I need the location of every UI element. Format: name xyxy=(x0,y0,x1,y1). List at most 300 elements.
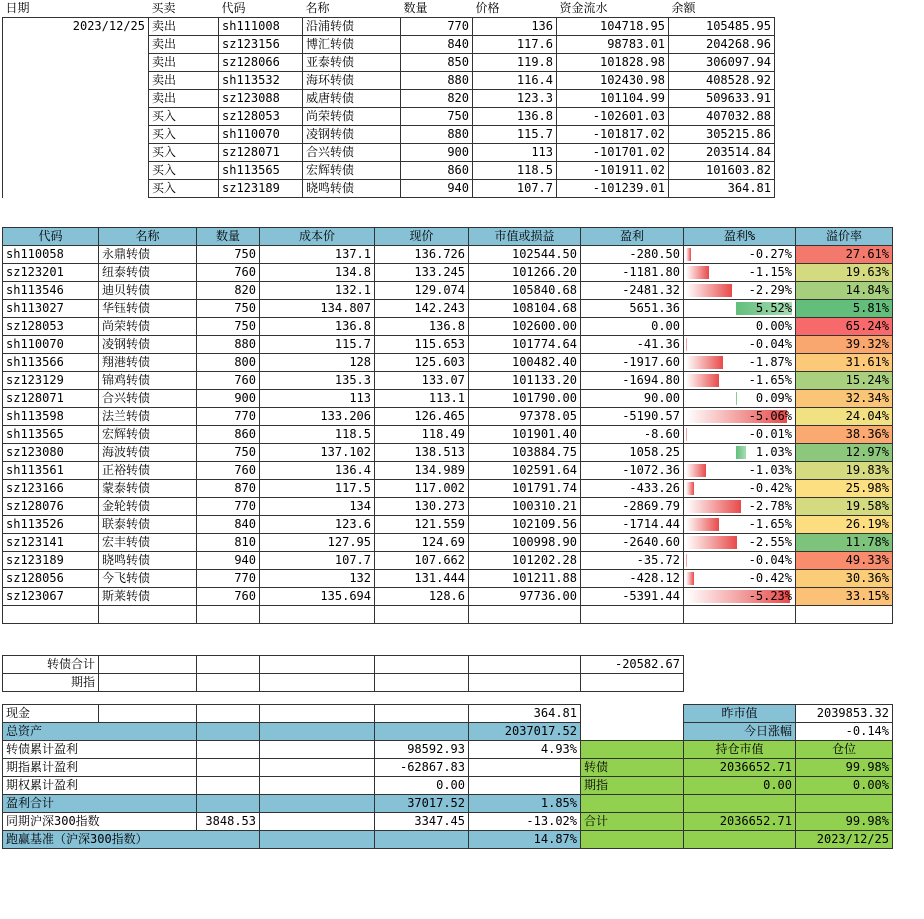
holding-qty: 750 xyxy=(197,246,260,264)
trades-header-cell: 资金流水 xyxy=(557,0,669,18)
holding-premium: 33.15% xyxy=(796,588,893,606)
holding-code: sh110058 xyxy=(3,246,99,264)
holding-plpct xyxy=(684,336,796,354)
profit-data-bar xyxy=(686,464,706,477)
trade-cell: 买入 xyxy=(149,126,219,144)
holding-name: 合兴转债 xyxy=(99,390,197,408)
holding-plpct xyxy=(684,462,796,480)
trade-row xyxy=(3,144,775,162)
holding-plpct xyxy=(684,282,796,300)
holding-name: 尚荣转债 xyxy=(99,318,197,336)
holding-cost: 118.5 xyxy=(260,426,375,444)
holding-cost: 134.8 xyxy=(260,264,375,282)
trade-cell: 尚荣转债 xyxy=(303,108,401,126)
holding-price: 126.465 xyxy=(375,408,469,426)
holding-qty: 750 xyxy=(197,300,260,318)
trade-cell: 204268.96 xyxy=(669,36,775,54)
sum-pos: 99.98% xyxy=(796,813,893,831)
holding-mv: 102109.56 xyxy=(469,516,581,534)
holding-mv: 101901.40 xyxy=(469,426,581,444)
trade-cell: 880 xyxy=(401,72,473,90)
trade-cell: sz128066 xyxy=(219,54,303,72)
cash-value: 364.81 xyxy=(469,705,581,723)
trade-date xyxy=(3,90,149,108)
holding-price: 107.662 xyxy=(375,552,469,570)
holding-cost: 132.1 xyxy=(260,282,375,300)
holding-row xyxy=(3,516,893,534)
holdings-header-cell: 现价 xyxy=(375,228,469,246)
holding-plpct xyxy=(684,354,796,372)
holding-plpct-text: -1.87% xyxy=(748,355,792,369)
holding-mv: 108104.68 xyxy=(469,300,581,318)
holding-plpct xyxy=(684,552,796,570)
profit-data-bar xyxy=(736,446,746,459)
pos-label: 仓位 xyxy=(796,741,893,759)
holding-premium: 31.61% xyxy=(796,354,893,372)
holding-code: sz123166 xyxy=(3,480,99,498)
holding-qty: 760 xyxy=(197,264,260,282)
trade-cell: 海环转债 xyxy=(303,72,401,90)
profit-data-bar xyxy=(686,572,694,585)
holding-plpct xyxy=(684,264,796,282)
holding-price: 130.273 xyxy=(375,498,469,516)
holding-qty: 940 xyxy=(197,552,260,570)
holding-qty: 760 xyxy=(197,588,260,606)
profit-data-bar xyxy=(686,284,732,297)
holding-row xyxy=(3,408,893,426)
holding-empty-row xyxy=(3,606,893,624)
hs300-now: 3347.45 xyxy=(375,813,469,831)
holding-cost: 127.95 xyxy=(260,534,375,552)
profit-data-bar xyxy=(686,374,719,387)
holding-premium: 65.24% xyxy=(796,318,893,336)
holding-qty: 870 xyxy=(197,480,260,498)
trade-cell: 卖出 xyxy=(149,54,219,72)
holding-row xyxy=(3,246,893,264)
holding-code: sh113598 xyxy=(3,408,99,426)
holding-cost: 123.6 xyxy=(260,516,375,534)
trades-header-cell: 数量 xyxy=(401,0,473,18)
trade-date xyxy=(3,162,149,180)
trade-cell: sz123189 xyxy=(219,180,303,198)
holding-plpct-text: 1.03% xyxy=(755,445,792,459)
trade-cell: 850 xyxy=(401,54,473,72)
holding-premium: 38.36% xyxy=(796,426,893,444)
cb-pos-mv: 2036652.71 xyxy=(684,759,796,777)
prev-mv-value: 2039853.32 xyxy=(796,705,893,723)
trade-date xyxy=(3,108,149,126)
holding-code: sz128071 xyxy=(3,390,99,408)
holdings-header-cell: 成本价 xyxy=(260,228,375,246)
trade-cell: 203514.84 xyxy=(669,144,775,162)
holding-plpct-text: -1.03% xyxy=(748,463,792,477)
holding-name: 蒙泰转债 xyxy=(99,480,197,498)
trade-date xyxy=(3,144,149,162)
holding-row xyxy=(3,264,893,282)
holding-price: 118.49 xyxy=(375,426,469,444)
holding-plpct xyxy=(684,426,796,444)
holding-code: sz128056 xyxy=(3,570,99,588)
holding-price: 125.603 xyxy=(375,354,469,372)
trade-cell: 买入 xyxy=(149,180,219,198)
trade-cell: 102430.98 xyxy=(557,72,669,90)
pl-total-label: 盈利合计 xyxy=(3,795,197,813)
trade-cell: 408528.92 xyxy=(669,72,775,90)
holding-row xyxy=(3,354,893,372)
holding-premium: 49.33% xyxy=(796,552,893,570)
holding-premium: 14.84% xyxy=(796,282,893,300)
trade-date: 2023/12/25 xyxy=(3,18,149,36)
trade-cell: -101701.02 xyxy=(557,144,669,162)
holding-row xyxy=(3,480,893,498)
holding-cost: 133.206 xyxy=(260,408,375,426)
holding-plpct xyxy=(684,516,796,534)
holdings-header-cell: 溢价率 xyxy=(796,228,893,246)
trades-header-cell: 余额 xyxy=(669,0,775,18)
holding-cost: 113 xyxy=(260,390,375,408)
total-assets-label: 总资产 xyxy=(3,723,197,741)
trade-cell: 136 xyxy=(473,18,557,36)
trades-table xyxy=(2,0,775,198)
holding-price: 121.559 xyxy=(375,516,469,534)
trade-cell: sz123156 xyxy=(219,36,303,54)
holding-row xyxy=(3,498,893,516)
cash-label: 现金 xyxy=(3,705,99,723)
holding-plpct xyxy=(684,390,796,408)
profit-data-bar xyxy=(686,536,737,549)
profit-data-bar xyxy=(686,518,719,531)
trade-cell: 卖出 xyxy=(149,90,219,108)
holding-price: 131.444 xyxy=(375,570,469,588)
holding-code: sz123067 xyxy=(3,588,99,606)
holding-premium: 24.04% xyxy=(796,408,893,426)
holding-pl: 1058.25 xyxy=(581,444,684,462)
holding-code: sz123129 xyxy=(3,372,99,390)
trade-date xyxy=(3,36,149,54)
holding-price: 128.6 xyxy=(375,588,469,606)
holding-mv: 105840.68 xyxy=(469,282,581,300)
holding-mv: 101211.88 xyxy=(469,570,581,588)
fut-cum-label: 期指累计盈利 xyxy=(3,759,197,777)
sum-label: 合计 xyxy=(581,813,684,831)
trade-cell: 合兴转债 xyxy=(303,144,401,162)
cb-total-label: 转债合计 xyxy=(3,656,99,674)
cb-cum-pct: 4.93% xyxy=(469,741,581,759)
holding-mv: 102544.50 xyxy=(469,246,581,264)
trade-cell: 940 xyxy=(401,180,473,198)
holding-premium: 39.32% xyxy=(796,336,893,354)
holding-code: sh110070 xyxy=(3,336,99,354)
holding-qty: 880 xyxy=(197,336,260,354)
holding-pl: -1181.80 xyxy=(581,264,684,282)
holding-premium: 26.19% xyxy=(796,516,893,534)
holding-name: 正裕转债 xyxy=(99,462,197,480)
trade-cell: 305215.86 xyxy=(669,126,775,144)
holding-pl: -41.36 xyxy=(581,336,684,354)
trade-cell: 104718.95 xyxy=(557,18,669,36)
cb-cum-value: 98592.93 xyxy=(375,741,469,759)
holding-pl: 0.00 xyxy=(581,318,684,336)
holding-code: sz123080 xyxy=(3,444,99,462)
holdings-header-cell: 数量 xyxy=(197,228,260,246)
holding-name: 纽泰转债 xyxy=(99,264,197,282)
fut-cum-value: -62867.83 xyxy=(375,759,469,777)
holding-mv: 101133.20 xyxy=(469,372,581,390)
holding-code: sh113565 xyxy=(3,426,99,444)
fut-pos-mv: 0.00 xyxy=(684,777,796,795)
holding-plpct-text: 0.00% xyxy=(755,319,792,333)
holding-plpct xyxy=(684,534,796,552)
holding-pl: -5391.44 xyxy=(581,588,684,606)
trade-cell: 820 xyxy=(401,90,473,108)
holding-qty: 840 xyxy=(197,516,260,534)
holding-plpct-text: -1.15% xyxy=(748,265,792,279)
holding-mv: 101790.00 xyxy=(469,390,581,408)
holding-row xyxy=(3,462,893,480)
cb-total-value: -20582.67 xyxy=(581,656,684,674)
trade-cell: 凌钢转债 xyxy=(303,126,401,144)
profit-data-bar xyxy=(686,266,709,279)
holding-name: 华钰转债 xyxy=(99,300,197,318)
trade-cell: 买入 xyxy=(149,144,219,162)
holding-plpct-text: -0.04% xyxy=(748,553,792,567)
holding-mv: 101774.64 xyxy=(469,336,581,354)
holding-plpct xyxy=(684,372,796,390)
trade-row xyxy=(3,162,775,180)
holding-plpct-text: 0.09% xyxy=(755,391,792,405)
holding-plpct-text: -2.55% xyxy=(748,535,792,549)
holding-qty: 900 xyxy=(197,390,260,408)
holding-mv: 102600.00 xyxy=(469,318,581,336)
holding-plpct xyxy=(684,570,796,588)
holding-plpct-text: -1.65% xyxy=(748,517,792,531)
holding-row xyxy=(3,570,893,588)
holding-row xyxy=(3,318,893,336)
trade-cell: 101603.82 xyxy=(669,162,775,180)
holding-price: 129.074 xyxy=(375,282,469,300)
profit-data-bar xyxy=(686,338,687,351)
holding-qty: 800 xyxy=(197,354,260,372)
trade-cell: -101817.02 xyxy=(557,126,669,144)
pos-mv-label: 持仓市值 xyxy=(684,741,796,759)
trade-row xyxy=(3,108,775,126)
trades-header-cell: 日期 xyxy=(3,0,149,18)
opt-cum-label: 期权累计盈利 xyxy=(3,777,197,795)
holding-mv: 100482.40 xyxy=(469,354,581,372)
holding-price: 117.002 xyxy=(375,480,469,498)
bench-pct: 14.87% xyxy=(469,831,581,849)
profit-data-bar xyxy=(686,500,741,513)
trade-cell: 107.7 xyxy=(473,180,557,198)
trade-date xyxy=(3,180,149,198)
trade-row xyxy=(3,18,775,36)
trade-cell: 860 xyxy=(401,162,473,180)
trade-cell: 136.8 xyxy=(473,108,557,126)
holding-premium: 19.58% xyxy=(796,498,893,516)
holding-mv: 101266.20 xyxy=(469,264,581,282)
trade-row xyxy=(3,54,775,72)
trade-cell: sh110070 xyxy=(219,126,303,144)
holding-row xyxy=(3,300,893,318)
holding-price: 134.989 xyxy=(375,462,469,480)
holding-mv: 103884.75 xyxy=(469,444,581,462)
summary-table xyxy=(2,655,893,849)
holding-qty: 820 xyxy=(197,282,260,300)
holding-plpct xyxy=(684,480,796,498)
trade-cell: 101104.99 xyxy=(557,90,669,108)
trade-cell: 买入 xyxy=(149,162,219,180)
holding-premium: 15.24% xyxy=(796,372,893,390)
trade-cell: 840 xyxy=(401,36,473,54)
holding-code: sh113027 xyxy=(3,300,99,318)
holding-code: sh113546 xyxy=(3,282,99,300)
holding-cost: 135.694 xyxy=(260,588,375,606)
holding-cost: 134 xyxy=(260,498,375,516)
holding-cost: 117.5 xyxy=(260,480,375,498)
holding-plpct-text: -0.42% xyxy=(748,481,792,495)
hs300-start: 3848.53 xyxy=(197,813,260,831)
holding-name: 翔港转债 xyxy=(99,354,197,372)
hs300-pct: -13.02% xyxy=(469,813,581,831)
trade-cell: 买入 xyxy=(149,108,219,126)
holding-qty: 760 xyxy=(197,462,260,480)
holding-code: sz128076 xyxy=(3,498,99,516)
holding-qty: 750 xyxy=(197,444,260,462)
profit-data-bar xyxy=(686,356,723,369)
trade-date xyxy=(3,54,149,72)
holding-premium: 19.63% xyxy=(796,264,893,282)
opt-cum-value: 0.00 xyxy=(375,777,469,795)
holding-premium: 32.34% xyxy=(796,390,893,408)
holding-pl: -1714.44 xyxy=(581,516,684,534)
trade-cell: 123.3 xyxy=(473,90,557,108)
trade-cell: -102601.03 xyxy=(557,108,669,126)
holding-plpct xyxy=(684,318,796,336)
holding-cost: 128 xyxy=(260,354,375,372)
trade-cell: 113 xyxy=(473,144,557,162)
holding-name: 海波转债 xyxy=(99,444,197,462)
holding-mv: 101791.74 xyxy=(469,480,581,498)
trade-row xyxy=(3,72,775,90)
trade-cell: 115.7 xyxy=(473,126,557,144)
trade-cell: sz128071 xyxy=(219,144,303,162)
trade-cell: 364.81 xyxy=(669,180,775,198)
holding-plpct-text: 5.52% xyxy=(755,301,792,315)
trade-cell: sz128053 xyxy=(219,108,303,126)
holding-name: 永鼎转债 xyxy=(99,246,197,264)
holding-row xyxy=(3,372,893,390)
holding-qty: 770 xyxy=(197,408,260,426)
holding-cost: 137.1 xyxy=(260,246,375,264)
holding-cost: 136.8 xyxy=(260,318,375,336)
holding-name: 今飞转债 xyxy=(99,570,197,588)
holding-plpct-text: -0.42% xyxy=(748,571,792,585)
trade-cell: 900 xyxy=(401,144,473,162)
holding-qty: 810 xyxy=(197,534,260,552)
profit-data-bar xyxy=(686,248,691,261)
trades-header-cell: 买卖 xyxy=(149,0,219,18)
trade-cell: 晓鸣转债 xyxy=(303,180,401,198)
holding-name: 凌钢转债 xyxy=(99,336,197,354)
holding-pl: -2869.79 xyxy=(581,498,684,516)
sum-mv: 2036652.71 xyxy=(684,813,796,831)
holdings-header-cell: 盈利% xyxy=(684,228,796,246)
holding-plpct-text: -5.23% xyxy=(748,589,792,603)
pl-total-pct: 1.85% xyxy=(469,795,581,813)
holding-pl: 5651.36 xyxy=(581,300,684,318)
holding-plpct-text: -0.01% xyxy=(748,427,792,441)
total-assets-value: 2037017.52 xyxy=(469,723,581,741)
holding-pl: -280.50 xyxy=(581,246,684,264)
holding-price: 124.69 xyxy=(375,534,469,552)
pl-total-value: 37017.52 xyxy=(375,795,469,813)
holding-row xyxy=(3,588,893,606)
holding-code: sh113526 xyxy=(3,516,99,534)
today-chg-value: -0.14% xyxy=(796,723,893,741)
trade-cell: 306097.94 xyxy=(669,54,775,72)
holding-plpct-text: -0.27% xyxy=(748,247,792,261)
holding-premium: 5.81% xyxy=(796,300,893,318)
holding-price: 115.653 xyxy=(375,336,469,354)
trade-row xyxy=(3,90,775,108)
trades-header-cell: 代码 xyxy=(219,0,303,18)
trade-row xyxy=(3,126,775,144)
prev-mv-label: 昨市值 xyxy=(684,705,796,723)
holding-pl: -8.60 xyxy=(581,426,684,444)
trade-cell: sz123088 xyxy=(219,90,303,108)
holding-pl: -1694.80 xyxy=(581,372,684,390)
holding-plpct-text: -2.78% xyxy=(748,499,792,513)
holding-qty: 770 xyxy=(197,570,260,588)
holding-pl: -2640.60 xyxy=(581,534,684,552)
holding-code: sh113561 xyxy=(3,462,99,480)
trade-cell: 博汇转债 xyxy=(303,36,401,54)
holding-premium: 19.83% xyxy=(796,462,893,480)
cb-short-label: 转债 xyxy=(581,759,684,777)
holdings-header-cell: 代码 xyxy=(3,228,99,246)
holding-price: 142.243 xyxy=(375,300,469,318)
holding-plpct-text: -5.06% xyxy=(748,409,792,423)
holding-name: 斯莱转债 xyxy=(99,588,197,606)
holding-row xyxy=(3,390,893,408)
trade-cell: 沿浦转债 xyxy=(303,18,401,36)
trade-cell: 101828.98 xyxy=(557,54,669,72)
holding-cost: 115.7 xyxy=(260,336,375,354)
holding-plpct-text: -2.29% xyxy=(748,283,792,297)
fut-short-label: 期指 xyxy=(581,777,684,795)
holding-cost: 136.4 xyxy=(260,462,375,480)
trade-cell: sh111008 xyxy=(219,18,303,36)
holding-name: 晓鸣转债 xyxy=(99,552,197,570)
holding-code: sh113566 xyxy=(3,354,99,372)
trade-cell: 880 xyxy=(401,126,473,144)
holding-price: 136.726 xyxy=(375,246,469,264)
holding-name: 法兰转债 xyxy=(99,408,197,426)
profit-data-bar xyxy=(686,482,694,495)
holding-name: 金轮转债 xyxy=(99,498,197,516)
holding-plpct xyxy=(684,588,796,606)
bench-label: 跑赢基准（沪深300指数） xyxy=(3,831,260,849)
holding-row xyxy=(3,534,893,552)
holding-name: 宏辉转债 xyxy=(99,426,197,444)
holding-row xyxy=(3,552,893,570)
cb-cum-label: 转债累计盈利 xyxy=(3,741,197,759)
holding-plpct xyxy=(684,444,796,462)
holding-name: 宏丰转债 xyxy=(99,534,197,552)
trade-cell: 卖出 xyxy=(149,72,219,90)
holding-plpct-text: -1.65% xyxy=(748,373,792,387)
holding-price: 138.513 xyxy=(375,444,469,462)
